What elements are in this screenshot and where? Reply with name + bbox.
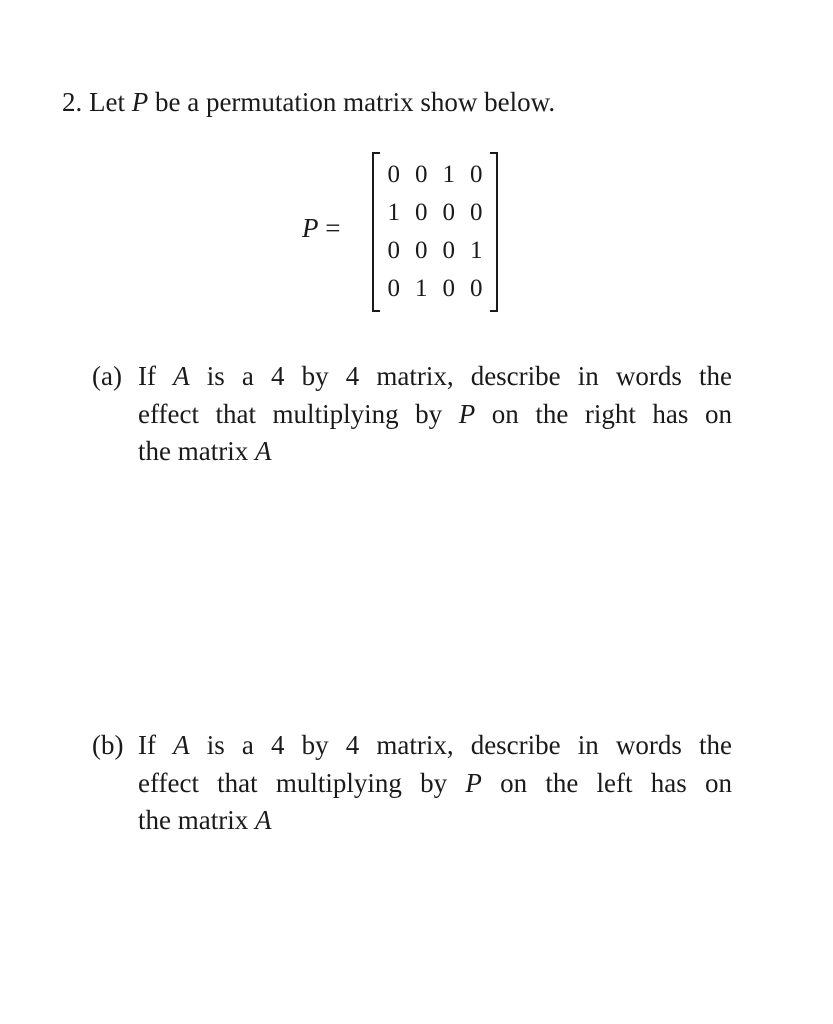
var-a: A <box>173 730 190 760</box>
matrix-cell: 0 <box>387 275 400 302</box>
matrix-left-bracket <box>372 152 380 312</box>
matrix-cell: 0 <box>470 161 483 188</box>
text-run: on the left has on <box>500 767 732 798</box>
part-b-line-1 <box>138 727 732 765</box>
matrix-cell: 1 <box>387 199 400 226</box>
text-run: is a 4 by 4 matrix, describe in words the <box>206 730 732 760</box>
matrix-grid <box>380 156 490 308</box>
part-b-line-2 <box>138 765 732 803</box>
matrix-cell: 0 <box>470 199 483 226</box>
matrix-row-1 <box>380 156 490 194</box>
matrix-cell: 0 <box>415 199 428 226</box>
part-a-line-1 <box>138 358 732 396</box>
part-a-line-3 <box>138 433 732 471</box>
part-b-label: (b) <box>92 730 124 760</box>
text-run: If <box>138 730 156 760</box>
matrix-row-4 <box>380 270 490 308</box>
text-run: the matrix <box>138 805 249 835</box>
text-run: effect that multiplying by <box>138 398 443 429</box>
matrix-row-2 <box>380 194 490 232</box>
matrix-right-bracket <box>490 152 498 312</box>
var-a: A <box>173 361 190 391</box>
equation-lhs-var: P <box>302 213 319 243</box>
part-a <box>92 358 732 471</box>
text-run: the matrix <box>138 436 249 466</box>
matrix-cell: 0 <box>470 275 483 302</box>
part-a-label: (a) <box>92 361 122 391</box>
var-a: A <box>254 436 272 466</box>
part-b <box>92 727 732 840</box>
part-a-line-2 <box>138 396 732 434</box>
text-run: on the right has on <box>491 398 732 429</box>
problem-intro-var: P <box>131 87 149 117</box>
text-run: is a 4 by 4 matrix, describe in words the <box>206 361 732 391</box>
matrix-cell: 0 <box>415 237 428 264</box>
var-p: P <box>465 767 482 798</box>
part-a-text <box>138 358 732 471</box>
matrix-cell: 0 <box>442 199 455 226</box>
matrix-cell: 0 <box>387 161 400 188</box>
problem-intro-after: be a permutation matrix show below. <box>154 87 556 117</box>
matrix-cell: 0 <box>415 161 428 188</box>
var-a: A <box>254 805 272 835</box>
var-p: P <box>458 398 476 429</box>
matrix-cell: 0 <box>442 275 455 302</box>
problem-statement <box>62 84 555 120</box>
matrix-cell: 0 <box>442 237 455 264</box>
matrix-cell: 1 <box>415 275 428 302</box>
part-b-line-3 <box>138 802 732 840</box>
problem-number: 2. <box>62 87 83 117</box>
matrix-cell: 0 <box>387 237 400 264</box>
matrix-cell: 1 <box>442 161 455 188</box>
matrix-row-3 <box>380 232 490 270</box>
permutation-matrix <box>372 152 498 312</box>
equation-lhs <box>302 210 340 246</box>
problem-intro-before: Let <box>89 87 125 117</box>
matrix-equation <box>300 150 520 315</box>
text-run: If <box>138 361 156 391</box>
equation-equals: = <box>325 213 341 243</box>
part-b-text <box>138 727 732 840</box>
matrix-cell: 1 <box>470 237 483 264</box>
text-run: effect that multiplying by <box>138 767 448 798</box>
